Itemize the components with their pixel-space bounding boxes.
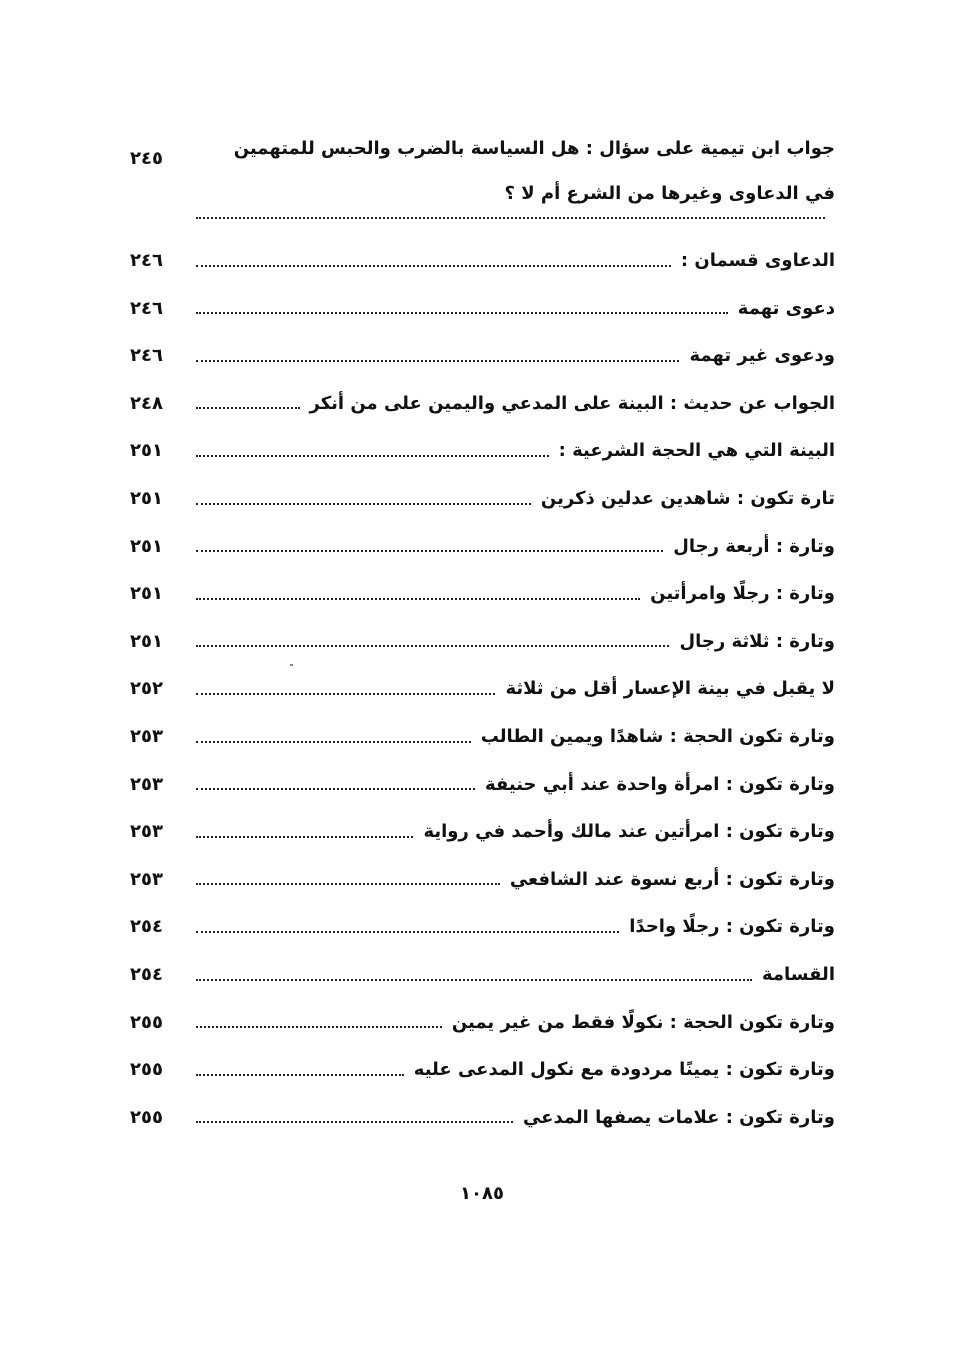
toc-entry-page: ٢٤٦ (130, 250, 163, 271)
dot-leader (196, 644, 669, 647)
toc-entry (130, 614, 835, 662)
toc-entry-page: ٢٥٣ (130, 821, 163, 843)
dot-leader (196, 216, 825, 219)
toc-entry-page: ٢٥٥ (130, 1059, 163, 1081)
dot-leader (196, 454, 549, 457)
toc-entry-title: ودعوى غير تهمة (689, 345, 835, 367)
toc-entry-page: ٢٥٥ (130, 1011, 163, 1033)
toc-entry-title: وتارة : أربعة رجال (673, 535, 835, 557)
dot-leader (196, 549, 663, 552)
dot-leader (196, 835, 413, 838)
toc-entry-page: ٢٥٣ (130, 868, 163, 890)
toc-entry-page: ٢٤٥ (130, 148, 163, 169)
toc-entry-title: تارة تكون : شاهدين عدلين ذكرين (540, 487, 835, 509)
dot-leader (196, 311, 728, 314)
toc-entry (130, 804, 835, 852)
toc-entry (130, 995, 835, 1043)
toc-entry (130, 423, 835, 471)
toc-entry-title: وتارة : ثلاثة رجال (679, 630, 835, 652)
toc-entry (130, 566, 835, 614)
toc-entry-page: ٢٤٨ (130, 392, 163, 414)
toc-entry-page: ٢٥٢ (130, 678, 163, 700)
toc-entry (130, 947, 835, 995)
toc-entry (130, 471, 835, 519)
toc-entry-title: وتارة تكون : امرأتين عند مالك وأحمد في رواية (423, 821, 835, 843)
dot-leader (196, 406, 300, 409)
toc-entry (130, 519, 835, 567)
toc-entry-page: ٢٥٤ (130, 963, 163, 985)
dot-leader (196, 740, 471, 743)
toc-entry-page: ٢٤٦ (130, 345, 163, 367)
toc-entry-page: ٢٥١ (130, 440, 163, 462)
dot-leader (196, 787, 475, 790)
dot-leader (196, 692, 495, 695)
toc-entry-title: وتارة تكون الحجة : شاهدًا ويمين الطالب (480, 725, 835, 747)
table-of-contents (130, 138, 835, 1137)
toc-entry (130, 1042, 835, 1090)
dot-leader (196, 359, 679, 362)
page-number: ١٠٨٥ (460, 1183, 504, 1204)
toc-entry (130, 328, 835, 376)
dot-leader (196, 1025, 442, 1028)
toc-entry-page: ٢٤٦ (130, 297, 163, 319)
toc-entry-page: ٢٥٥ (130, 1106, 163, 1128)
scan-speck (290, 664, 293, 666)
dot-leader (196, 1120, 513, 1123)
toc-entry-page: ٢٥١ (130, 535, 163, 557)
toc-entry-title: وتارة : رجلًا وامرأتين (650, 583, 835, 605)
toc-entry-title: وتارة تكون : أربع نسوة عند الشافعي (509, 868, 835, 890)
dot-leader (196, 597, 640, 600)
toc-entry-title: وتارة تكون : رجلًا واحدًا (629, 916, 835, 938)
toc-entry-page: ٢٥٤ (130, 916, 163, 938)
toc-entry (130, 852, 835, 900)
toc-entry-title: القسامة (761, 963, 835, 985)
toc-entry-page: ٢٥٣ (130, 773, 163, 795)
toc-entry-title: وتارة تكون : امرأة واحدة عند أبي حنيفة (484, 773, 835, 795)
toc-entry-title: وتارة تكون : علامات يصفها المدعي (522, 1106, 835, 1128)
toc-entry-title: وتارة تكون : يمينًا مردودة مع نكول المدعى عليه (413, 1059, 835, 1081)
toc-entry-title: الجواب عن حديث : البينة على المدعي واليمين على من أنكر (309, 392, 835, 414)
toc-entry-page: ٢٥١ (130, 630, 163, 652)
toc-entry (130, 138, 835, 233)
toc-entry (130, 233, 835, 281)
toc-entry (130, 1090, 835, 1138)
toc-entry-title: وتارة تكون الحجة : نكولًا فقط من غير يمين (451, 1011, 835, 1033)
toc-entry (130, 899, 835, 947)
toc-entry (130, 281, 835, 329)
toc-entry-page: ٢٥١ (130, 583, 163, 605)
dot-leader (196, 264, 671, 267)
toc-entry-page: ٢٥٣ (130, 725, 163, 747)
toc-entry (130, 661, 835, 709)
toc-entry (130, 757, 835, 805)
toc-entry-title: الدعاوى قسمان : (680, 250, 835, 271)
toc-entry-title: جواب ابن تيمية على سؤال : هل السياسة بالضرب والحبس للمتهمين في الدعاوى وغيرها من الشرع أم لا ؟ (233, 138, 835, 204)
toc-entry-page: ٢٥١ (130, 487, 163, 509)
toc-entry (130, 709, 835, 757)
dot-leader (196, 978, 752, 981)
dot-leader (196, 882, 500, 885)
toc-entry (130, 376, 835, 424)
toc-entry-title: البينة التي هي الحجة الشرعية : (558, 440, 835, 462)
dot-leader (196, 1073, 404, 1076)
dot-leader (196, 502, 531, 505)
toc-entry-title: دعوى تهمة (737, 297, 835, 319)
toc-entry-title: لا يقبل في بينة الإعسار أقل من ثلاثة (505, 678, 835, 700)
dot-leader (196, 930, 619, 933)
